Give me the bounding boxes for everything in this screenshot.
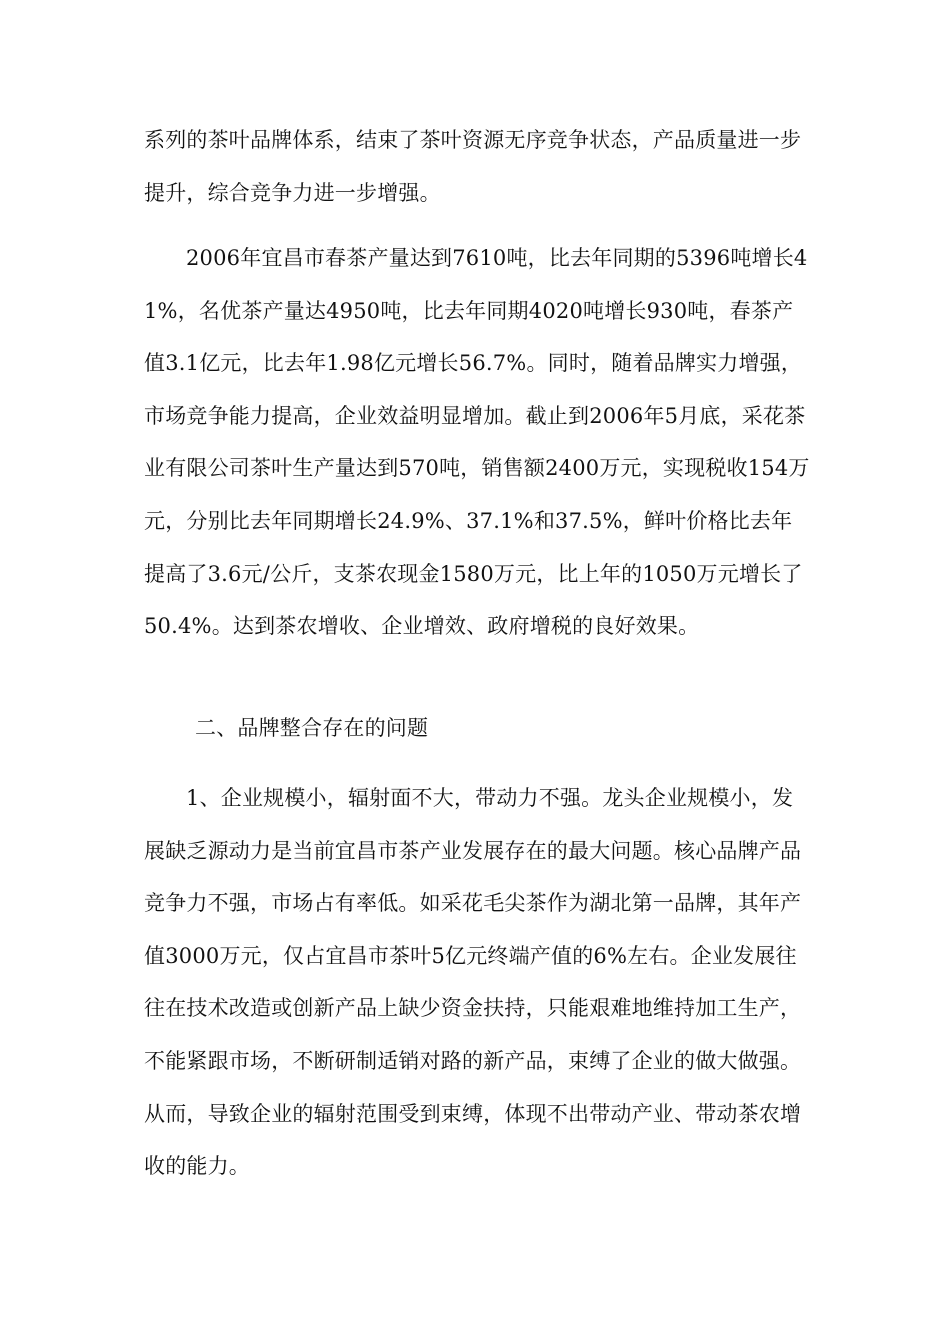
paragraph-tea-production-statistics: 2006年宜昌市春茶产量达到7610吨，比去年同期的5396吨增长41%，名优茶产量达4950吨，比去年同期4020吨增长930吨，春茶产值3.1亿元，比去年1.98亿元增长56.7%。同时，随着品牌实力增强，市场竞争能力提高，企业效益明显增加。截止到2006年5月底，采花茶业有限公司茶叶生产量达到570吨，销售额2400万元，实现税收154万元，分别比去年同期增长24.9%、37.1%和37.5%，鲜叶价格比去年提高了3.6元/公斤，支茶农现金1580万元，比上年的1050万元增长了50.4%。达到茶农增收、企业增效、政府增税的良好效果。 [144, 246, 810, 639]
paragraph-intro-continuation: 系列的茶叶品牌体系，结束了茶叶资源无序竞争状态，产品质量进一步提升，综合竞争力进一步增强。 [144, 128, 802, 205]
paragraph-issue-1: 1、企业规模小，辐射面不大，带动力不强。龙头企业规模小，发展缺乏源动力是当前宜昌市茶产业发展存在的最大问题。核心品牌产品竞争力不强，市场占有率低。如采花毛尖茶作为湖北第一品牌，其年产值3000万元，仅占宜昌市茶叶5亿元终端产值的6%左右。企业发展往往在技术改造或创新产品上缺少资金扶持，只能艰难地维持加工生产，不能紧跟市场，不断研制适销对路的新产品，束缚了企业的做大做强。从而，导致企业的辐射范围受到束缚，体现不出带动产业、带动茶农增收的能力。 [144, 786, 802, 1179]
section-heading: 二、品牌整合存在的问题 [195, 716, 429, 740]
